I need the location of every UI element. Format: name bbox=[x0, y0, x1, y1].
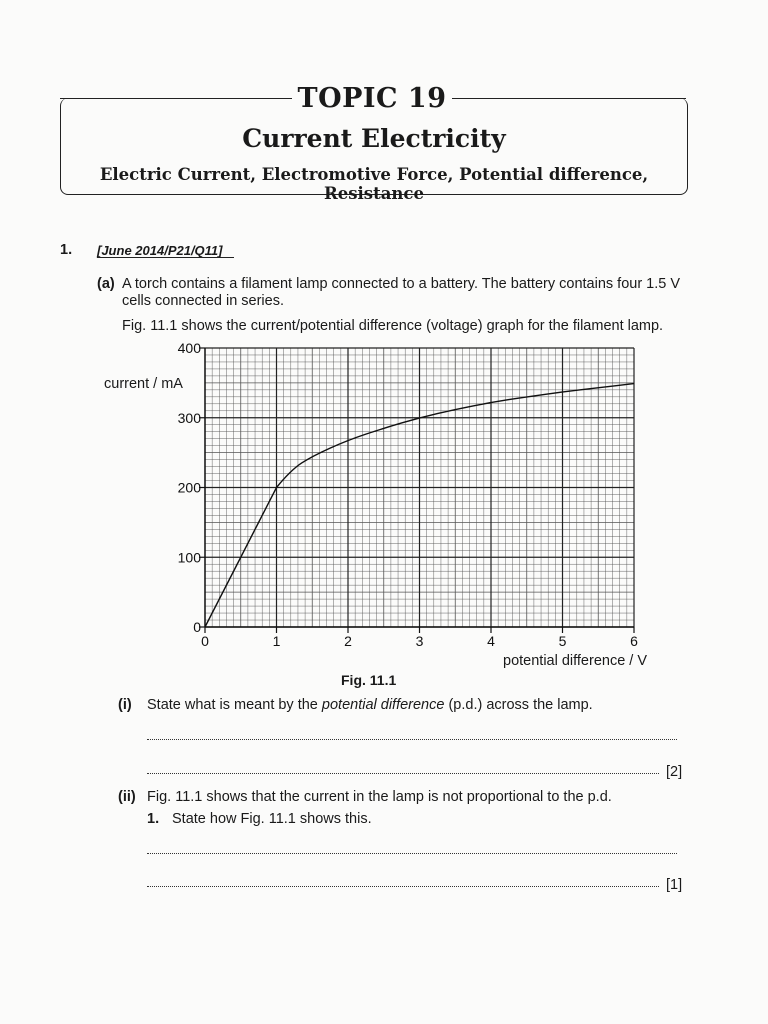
y-axis-label: current / mA bbox=[104, 376, 183, 392]
part-ii-1-label: 1. bbox=[147, 811, 160, 827]
answer-line[interactable] bbox=[147, 771, 659, 774]
x-axis-label: potential difference / V bbox=[503, 653, 648, 669]
x-tick-label: 3 bbox=[415, 633, 424, 649]
answer-line[interactable] bbox=[147, 884, 659, 887]
x-tick-label: 1 bbox=[272, 633, 281, 649]
part-ii-1-text: State how Fig. 11.1 shows this. bbox=[172, 811, 372, 827]
x-tick-label: 0 bbox=[201, 633, 209, 649]
part-a-line2: cells connected in series. bbox=[122, 293, 284, 309]
part-ii-label: (ii) bbox=[118, 789, 136, 805]
question-source: [June 2014/P21/Q11] bbox=[97, 243, 223, 258]
fig-caption: Fig. 11.1 bbox=[341, 672, 397, 688]
x-tick-label: 6 bbox=[630, 633, 638, 649]
answer-line[interactable] bbox=[147, 737, 677, 740]
part-ii-text: Fig. 11.1 shows that the current in the lamp is not proportional to the p.d. bbox=[147, 789, 612, 805]
marks-badge: [2] bbox=[666, 764, 683, 780]
part-i-label: (i) bbox=[118, 697, 132, 713]
y-tick-label: 100 bbox=[177, 549, 201, 566]
y-tick-label: 200 bbox=[177, 479, 201, 496]
chapter-subtitle: Electric Current, Electromotive Force, Potential difference, Resistance bbox=[99, 165, 649, 203]
x-tick-label: 4 bbox=[487, 633, 495, 649]
answer-line[interactable] bbox=[147, 851, 677, 854]
topic-title: TOPIC 19 bbox=[297, 83, 447, 114]
y-tick-label: 0 bbox=[193, 619, 201, 635]
x-tick-label: 5 bbox=[558, 633, 567, 649]
y-tick-label: 300 bbox=[177, 409, 201, 426]
chapter-title: Current Electricity bbox=[242, 124, 506, 153]
part-a-label: (a) bbox=[97, 276, 115, 292]
x-tick-label: 2 bbox=[344, 633, 352, 649]
part-i-emphasis: potential difference bbox=[321, 697, 445, 713]
part-i-text: State what is meant by the potential difference (p.d.) across the lamp. bbox=[147, 697, 593, 713]
marks-badge: [1] bbox=[666, 877, 683, 893]
question-number: 1. bbox=[60, 242, 73, 258]
fig-intro: Fig. 11.1 shows the current/potential difference (voltage) graph for the filament lamp. bbox=[122, 318, 664, 334]
part-a-line1: A torch contains a filament lamp connected to a battery. The battery contains four 1.5 V bbox=[122, 276, 681, 292]
y-tick-label: 400 bbox=[177, 340, 201, 356]
